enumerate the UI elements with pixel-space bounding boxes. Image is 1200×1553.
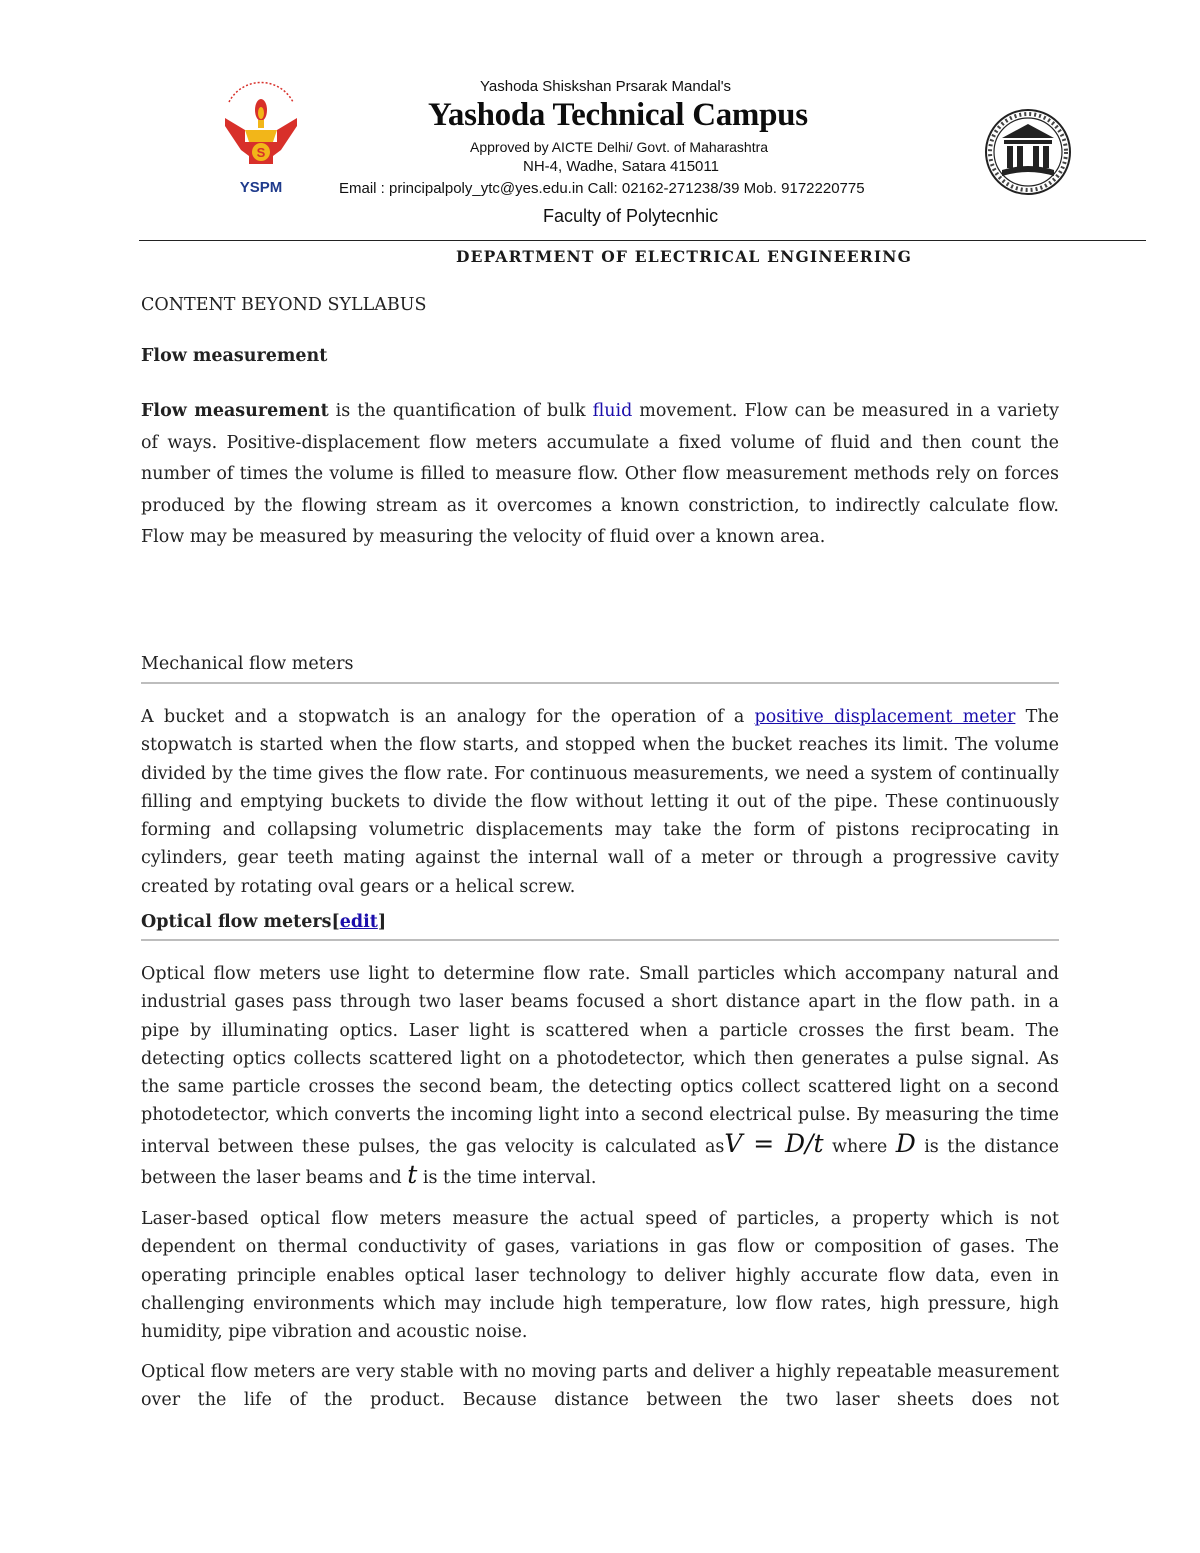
header-title: Yashoda Technical Campus [428, 97, 808, 133]
variable-d: D [895, 1128, 916, 1158]
section-divider-mechanical [141, 682, 1059, 684]
positive-displacement-meter-link[interactable]: positive displacement meter [754, 707, 1016, 727]
p1-text-b: movement. Flow can be measured in a variety of ways. Positive-displacement flow meters accumulate a fixed volume of fluid and then count the number of times the volume is filled to measure flow. Other flow measurement methods rely on forces produced by the flowing stream as it overcomes a known constriction, to indirectly calculate flow. Flow may be measured by measuring the velocity of fluid over a known area. [141, 401, 1059, 547]
p3-text-d: is the time interval. [417, 1168, 597, 1189]
term-flow-measurement: Flow measurement [141, 401, 329, 421]
p1-text-a: is the quantification of bulk [328, 401, 593, 421]
flow-measurement-title: Flow measurement [141, 346, 328, 366]
header-divider [139, 240, 1146, 241]
edit-bracket-open: [ [331, 912, 340, 932]
p2-text-b: The stopwatch is started when the flow starts, and stopped when the bucket reaches its limit. The volume divided by the time gives the flow rate. For continuous measurements, we need a system of continually filling and emptying buckets to divide the flow without letting it out of the pipe. These continuously forming and collapsing volumetric displacements may take the form of pistons reciprocating in cylinders, gear teeth mating against the internal wall of a meter or through a progressive cavity created by rotating oval gears or a helical screw. [141, 707, 1059, 897]
p3-text-b: where [823, 1136, 896, 1157]
paragraph-flow-measurement [141, 396, 1059, 554]
edit-link[interactable]: edit [339, 912, 378, 932]
fluid-link[interactable]: fluid [592, 401, 633, 421]
paragraph-mechanical [141, 703, 1059, 901]
svg-text:S: S [256, 145, 266, 160]
variable-t: t [407, 1160, 418, 1190]
paragraph-stability: Optical flow meters are very stable with no moving parts and deliver a highly repeatable measurement over the life of the product. Because distance between the two laser sheets does not [141, 1362, 1059, 1411]
p3-text-a: Optical flow meters use light to determine flow rate. Small particles which accompany natural and industrial gases pass through two laser beams focused a short distance apart in the flow path. in a pipe by illuminating optics. Laser light is scattered when a particle crosses the first beam. The detecting optics collects scattered light on a photodetector, which then generates a pulse signal. As the same particle crosses the second beam, the detecting optics collect scattered light on a second photodetector, which converts the incoming light into a second electrical pulse. By measuring the time interval between these pulses, the gas velocity is calculated as [141, 964, 1059, 1157]
p2-text-a: A bucket and a stopwatch is an analogy for the operation of a [141, 707, 755, 727]
department-title: DEPARTMENT OF ELECTRICAL ENGINEERING [456, 247, 913, 266]
velocity-formula: V = D/t [724, 1128, 824, 1158]
yspm-logo [215, 80, 307, 200]
yspm-logo-text: YSPM [239, 179, 283, 196]
board-seal-logo [980, 108, 1076, 196]
p3-text-c: is the distance between the laser beams and [141, 1136, 1059, 1189]
header-subtitle: Yashoda Shiskshan Prsarak Mandal's [480, 78, 732, 95]
header-faculty: Faculty of Polytecnhic [543, 206, 719, 226]
section-divider-optical [141, 939, 1059, 941]
content-heading: CONTENT BEYOND SYLLABUS [141, 295, 427, 315]
header-address: NH-4, Wadhe, Satara 415011 [523, 158, 719, 175]
optical-title-text: Optical flow meters [141, 912, 332, 932]
header-contact: Email : principalpoly_ytc@yes.edu.in Call: 02162-271238/39 Mob. 9172220775 [339, 180, 865, 197]
paragraph-laser-based: Laser-based optical flow meters measure the actual speed of particles, a property which is not dependent on thermal conductivity of gases, variations in gas flow or composition of gases. The operating principle enables optical laser technology to deliver highly accurate flow data, even in challenging environments which may include high temperature, low flow rates, high pressure, high humidity, pipe vibration and acoustic noise. [141, 1209, 1059, 1343]
mechanical-flow-meters-title: Mechanical flow meters [141, 654, 354, 674]
header-approved: Approved by AICTE Delhi/ Govt. of Maharashtra [470, 139, 769, 155]
edit-bracket-close: ] [377, 912, 387, 932]
board-seal-graphic [980, 108, 1076, 196]
paragraph-optical [141, 960, 1059, 1192]
optical-flow-meters-title [141, 912, 1059, 932]
yspm-logo-graphic [215, 80, 307, 200]
